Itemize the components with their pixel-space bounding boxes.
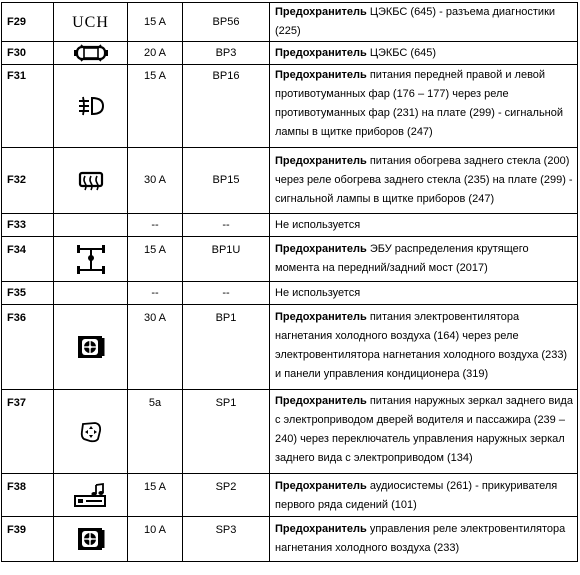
fuse-code: BP16 (183, 65, 270, 148)
fuse-description: Не используется (270, 282, 578, 305)
table-row (2, 214, 578, 237)
table-row (2, 282, 578, 305)
table-row (2, 305, 578, 390)
mirror-adjust-icon (79, 420, 103, 444)
front-fog-light-icon (77, 95, 105, 117)
fuse-code: -- (183, 214, 270, 237)
fuse-code: SP3 (183, 517, 270, 562)
table-row (2, 42, 578, 65)
fuse-table (1, 2, 578, 562)
fuse-id: F32 (2, 148, 54, 214)
fuse-id: F31 (2, 65, 54, 148)
table-row (2, 3, 578, 42)
table-row (2, 237, 578, 282)
fuse-code: -- (183, 282, 270, 305)
fuse-id: F29 (2, 3, 54, 42)
fuse-code: BP56 (183, 3, 270, 42)
fuse-code: SP1 (183, 390, 270, 474)
fuse-code: BP3 (183, 42, 270, 65)
hvac-fan-icon (76, 335, 106, 359)
fuse-id: F30 (2, 42, 54, 65)
rear-defrost-icon (78, 171, 104, 191)
fuse-description: Предохранитель питания обогрева заднего стекла (200) через реле обогрева заднего стекла (235) на плате (299) - сигнальной лампы в щитке приборов (247) (270, 148, 578, 214)
audio-system-icon (72, 482, 110, 508)
fuse-description: Не используется (270, 214, 578, 237)
fuse-amperage: 30 A (128, 148, 183, 214)
table-row (2, 65, 578, 148)
fuse-description: Предохранитель ЦЭКБС (645) - разъема диагностики (225) (270, 3, 578, 42)
fuse-amperage: -- (128, 282, 183, 305)
fuse-code: BP1 (183, 305, 270, 390)
fuse-amperage: 30 A (128, 305, 183, 390)
fuse-code: SP2 (183, 474, 270, 517)
table-row (2, 390, 578, 474)
fuse-code: BP1U (183, 237, 270, 282)
table-row (2, 474, 578, 517)
fuse-amperage: -- (128, 214, 183, 237)
fuse-amperage: 5a (128, 390, 183, 474)
table-row (2, 517, 578, 562)
fuse-id: F33 (2, 214, 54, 237)
fuse-amperage: 15 A (128, 237, 183, 282)
fuse-id: F36 (2, 305, 54, 390)
car-top-view-icon (73, 44, 109, 62)
fuse-description: Предохранитель питания наружных зеркал заднего вида с электроприводом дверей водителя и пассажира (239 – 240) через переключатель управления наружных зеркал заднего вида с электроприводом (134) (270, 390, 578, 474)
fuse-code: BP15 (183, 148, 270, 214)
fuse-description: Предохранитель ЦЭКБС (645) (270, 42, 578, 65)
fuse-description: Предохранитель питания передней правой и левой противотуманных фар (176 – 177) через реле противотуманных фар (231) на плате (299) - сигнальной лампы в щитке приборов (247) (270, 65, 578, 148)
uch-label-icon: UCH (72, 13, 109, 31)
fuse-description: Предохранитель ЭБУ распределения крутящего момента на передний/задний мост (2017) (270, 237, 578, 282)
fuse-id: F37 (2, 390, 54, 474)
fuse-amperage: 10 A (128, 517, 183, 562)
fuse-description: Предохранитель управления реле электровентилятора нагнетания холодного воздуха (233) (270, 517, 578, 562)
fuse-id: F39 (2, 517, 54, 562)
fuse-amperage: 15 A (128, 65, 183, 148)
axle-torque-icon (74, 244, 108, 274)
fuse-description: Предохранитель аудиосистемы (261) - прикуривателя первого ряда сидений (101) (270, 474, 578, 517)
table-row (2, 148, 578, 214)
fuse-id: F34 (2, 237, 54, 282)
fuse-amperage: 15 A (128, 474, 183, 517)
fuse-id: F38 (2, 474, 54, 517)
hvac-fan-icon (76, 527, 106, 551)
fuse-id: F35 (2, 282, 54, 305)
fuse-description: Предохранитель питания электровентилятора нагнетания холодного воздуха (164) через реле электровентилятора нагнетания холодного воздуха (233) и панели управления кондиционера (319) (270, 305, 578, 390)
fuse-amperage: 20 A (128, 42, 183, 65)
fuse-amperage: 15 A (128, 3, 183, 42)
